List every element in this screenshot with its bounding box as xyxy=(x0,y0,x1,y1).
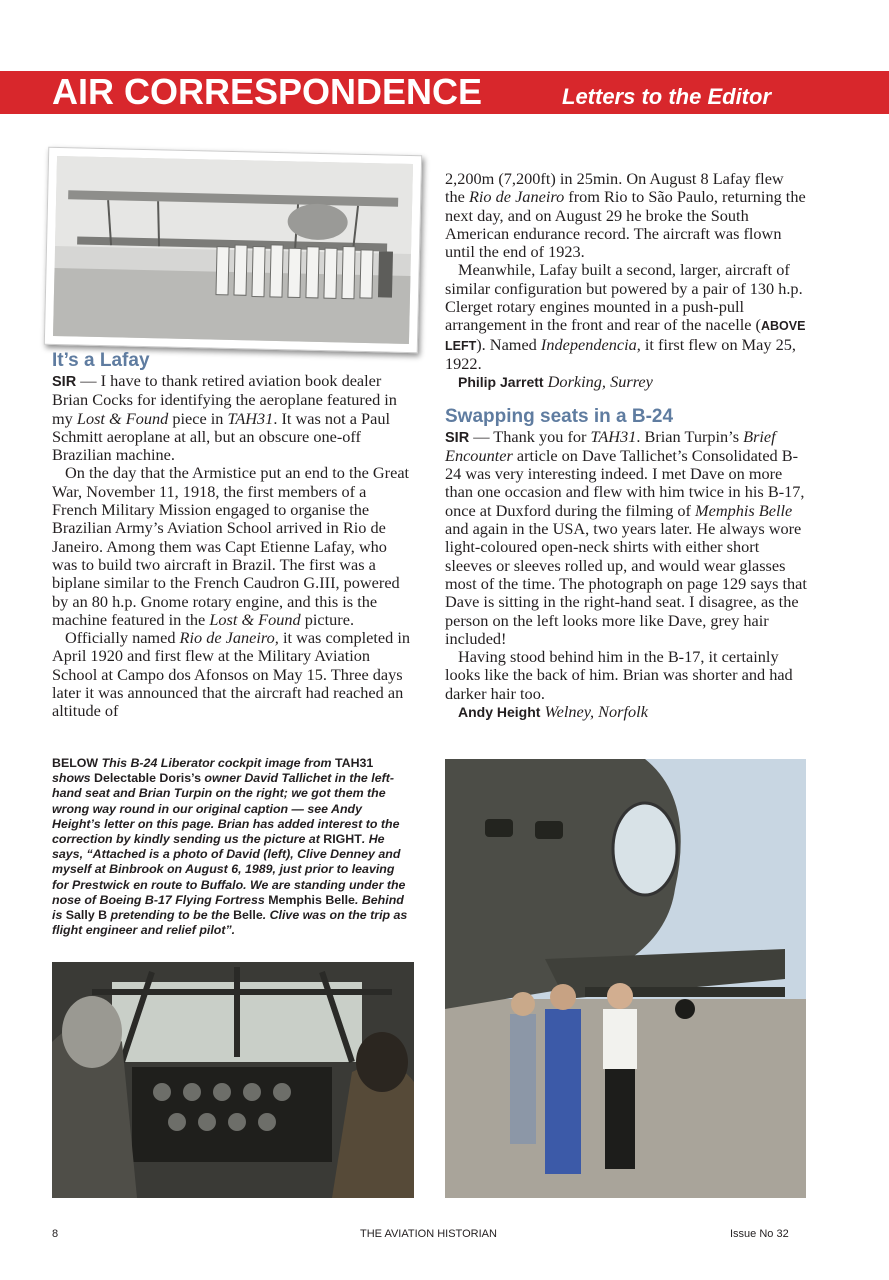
section-title: AIR CORRESPONDENCE xyxy=(52,71,483,112)
letter2-paragraph-1: SIR — Thank you for TAH31. Brian Turpin’s Brief Encounter article on Dave Tallichet’s Consolidated B-24 was very interesting indeed. I met Dave on more than one occasion and flew with him twice in his B-17, once at Duxford during the filming of Memphis Belle and again in the USA, two years later. He always wore light-coloured open-neck shirts with either short sleeves or sleeves rolled up, and would wear glasses most of the time. The photograph on page 129 says that Dave is sitting in the right-hand seat. I disagree, as the person on the left looks more like Dave, grey hair included! xyxy=(445,426,807,648)
cockpit-photo xyxy=(52,962,414,1198)
letter2-paragraph-2: Having stood behind him in the B-17, it certainly looks like the back of him. Brian was shorter and had darker hair too. xyxy=(445,647,793,703)
letter1-paragraph-1: SIR — I have to thank retired aviation book dealer Brian Cocks for identifying the aeroplane featured in my Lost & Found piece in TAH31. It was not a Paul Schmitt aeroplane at all, but an obscure one-off Brazilian machine. xyxy=(52,371,397,465)
section-subtitle: Letters to the Editor xyxy=(562,84,772,109)
b17-photo xyxy=(445,759,806,1198)
right-column xyxy=(445,170,807,721)
cockpit-image xyxy=(52,962,414,1198)
photo-caption: BELOW This B-24 Liberator cockpit image from TAH31 shows Delectable Doris’s owner David Tallichet in the left-hand seat and Brian Turpin on the right; we got them the wrong way round in our original caption — see Andy Height’s letter on this page. Brian has added interest to the correction by kindly sending us the picture at RIGHT. He says, “Attached is a photo of David (left), Clive Denney and myself at Binbrook on August 6, 1989, just prior to leaving for Prestwick en route to Buffalo. We are standing under the nose of Boeing B-17 Flying Fortress Memphis Belle. Behind is Sally B pretending to be the Belle. Clive was on the trip as flight engineer and relief pilot”. xyxy=(52,756,408,938)
page-number: 8 xyxy=(52,1228,59,1240)
letter-heading-b24: Swapping seats in a B-24 xyxy=(445,405,674,427)
publication-name: THE AVIATION HISTORIAN xyxy=(360,1228,497,1240)
letter-heading-lafay: It’s a Lafay xyxy=(52,350,150,371)
biplane-image xyxy=(45,148,421,352)
left-column xyxy=(52,350,414,721)
letter1-paragraph-3: Officially named Rio de Janeiro, it was completed in April 1920 and first flew at the Military Aviation School at Campo dos Afonsos on May 15. Three days later it was announced that the aircraft had reached an altitude of xyxy=(52,628,410,721)
biplane-photo xyxy=(44,147,422,353)
letter1-signature: Philip Jarrett Dorking, Surrey xyxy=(458,372,653,392)
letter2-signature: Andy Height Welney, Norfolk xyxy=(458,702,648,722)
section-banner xyxy=(0,71,889,114)
letter1-paragraph-4: 2,200m (7,200ft) in 25min. On August 8 Lafay flew the Rio de Janeiro from Rio to São Paulo, returning the next day, and on August 29 he broke the South American endurance record. The aircraft was flown until the end of 1923. xyxy=(445,169,806,262)
letter1-paragraph-5: Meanwhile, Lafay built a second, larger, aircraft of similar configuration but powered by a pair of 130 h.p. Clerget rotary engines mounted in a push-pull arrangement in the front and rear of the nacelle (ABOVE LEFT). Named Independencia, it first flew on May 25, 1922. xyxy=(445,260,806,373)
b17-image xyxy=(445,759,806,1198)
issue-number: Issue No 32 xyxy=(730,1228,789,1240)
letter1-paragraph-2: On the day that the Armistice put an end to the Great War, November 11, 1918, the first members of a French Military Mission engaged to organise the Brazilian Army’s Aviation School arrived in Rio de Janeiro. Among them was Capt Etienne Lafay, who was to build two aircraft in Brazil. The first was a biplane similar to the French Caudron G.III, powered by an 80 h.p. Gnome rotary engine, and this is the machine featured in the Lost & Found picture. xyxy=(52,463,410,629)
